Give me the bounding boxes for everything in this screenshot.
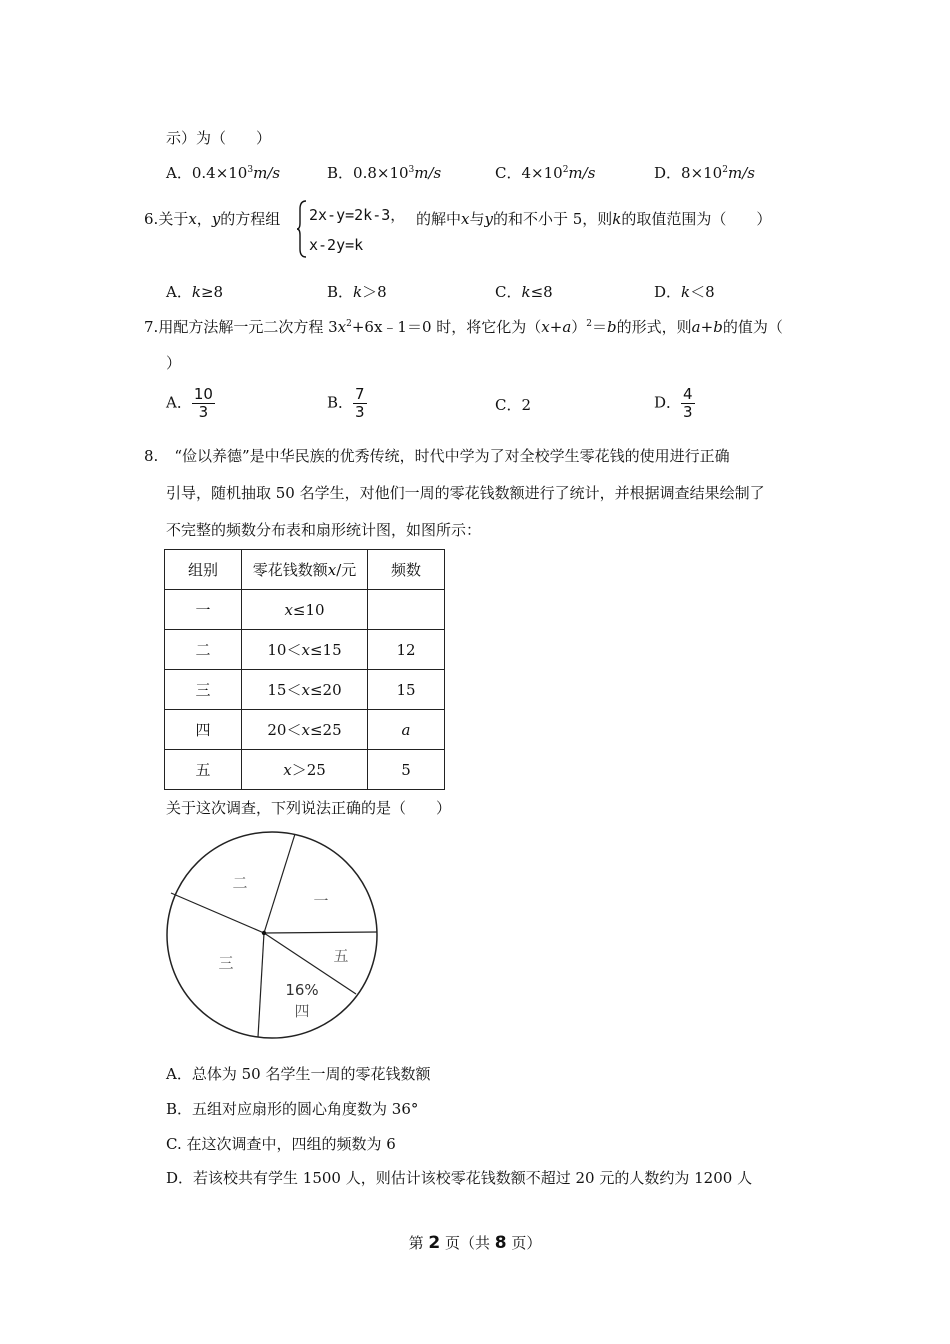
q5-a-label: A． — [166, 164, 192, 182]
row-amount — [242, 630, 368, 670]
q6-a-label: A． — [166, 283, 192, 301]
pie-center-dot — [262, 931, 266, 935]
q7-text2: +6x﹣1＝0 时，将它化为（ — [351, 318, 542, 336]
table-row — [165, 630, 445, 670]
pie-label-si-percent: 16% — [285, 981, 319, 999]
q5-a-exp: 3 — [247, 165, 254, 175]
q6-a-rest: ≥8 — [200, 283, 224, 301]
q5-d-unit: m/s — [727, 164, 755, 182]
q7-var-x: x — [337, 318, 347, 336]
q7-stem — [144, 316, 783, 337]
q7-option-d — [654, 386, 695, 421]
q5-option-c — [495, 162, 595, 183]
q6-c-var: k — [521, 283, 531, 301]
row-amount-post: ＞25 — [291, 761, 326, 779]
q7-exp-b: 2 — [586, 319, 593, 329]
row-amount — [242, 710, 368, 750]
q7-text1: 用配方法解一元二次方程 3 — [158, 318, 338, 336]
row-frequency: 15 — [368, 670, 445, 710]
q6-d-var: k — [681, 283, 691, 301]
row-amount — [242, 590, 368, 630]
q7-plus2: + — [700, 318, 714, 336]
header-amount-post: /元 — [336, 561, 357, 579]
header-group: 组别 — [165, 550, 242, 590]
q5-tail-text: 示）为（ ） — [166, 129, 272, 147]
q7-var-b: b — [607, 318, 617, 336]
q7-b-fraction — [353, 386, 367, 421]
q7-stem-line2: ） — [166, 354, 182, 372]
q7-a-label: A． — [166, 393, 192, 412]
row-amount-post: ≤10 — [292, 600, 325, 619]
q8-option-b: B．五组对应扇形的圆心角度数为 36° — [166, 1100, 419, 1118]
q6-text-before: 关于 — [158, 210, 189, 228]
q6-option-a — [166, 281, 223, 302]
row-amount-var: x — [301, 721, 310, 739]
row-amount-var: x — [283, 761, 292, 779]
row-amount — [242, 750, 368, 790]
row-amount-pre: 10＜ — [267, 641, 302, 659]
q8-stem-line2: 引导，随机抽取 50 名学生，对他们一周的零花钱数额进行了统计，并根据调查结果绘制了 — [166, 484, 765, 502]
q5-b-exp: 3 — [408, 165, 415, 175]
page-footer — [0, 1232, 950, 1253]
q8-stem-line3: 不完整的频数分布表和扇形统计图，如图所示： — [166, 521, 482, 539]
row-amount-post: ≤20 — [309, 681, 342, 699]
row-amount-var: x — [284, 600, 293, 619]
q5-a-coef: 0.4×10 — [191, 164, 248, 182]
table-row — [165, 750, 445, 790]
q5-b-unit: m/s — [414, 164, 442, 182]
q7-option-c — [495, 394, 531, 415]
footer-post: 页） — [511, 1234, 542, 1252]
q7-var-a2: a — [691, 318, 701, 336]
pie-label-si: 四 — [294, 1002, 310, 1020]
q7-exp2: 2 — [346, 319, 352, 329]
q5-d-exp: 2 — [722, 165, 728, 175]
q8-option-d: D．若该校共有学生 1500 人，则估计该校零花钱数额不超过 20 元的人数约为 1200 人 — [166, 1169, 753, 1187]
pie-label-er: 二 — [232, 874, 248, 892]
row-frequency: a — [368, 710, 445, 750]
q6-option-b — [327, 281, 387, 302]
row-frequency — [368, 590, 445, 630]
pie-label-wu: 五 — [333, 947, 349, 965]
q6-option-c — [495, 281, 553, 302]
q6-comma: ， — [196, 210, 212, 228]
row-amount-var: x — [301, 641, 310, 659]
q6-b-var: k — [353, 283, 363, 301]
row-group: 三 — [165, 670, 242, 710]
q6-b-label: B． — [327, 283, 354, 301]
q5-c-coef: 4×10 — [521, 164, 563, 182]
q5-d-label: D． — [654, 164, 682, 182]
q7-text4: ＝ — [592, 318, 608, 336]
footer-total-pages: 8 — [494, 1233, 507, 1253]
footer-mid: 页（共 — [444, 1234, 490, 1252]
footer-page-number: 2 — [428, 1233, 441, 1253]
q6-option-d — [654, 281, 715, 302]
q7-d-denominator: 3 — [683, 403, 693, 421]
row-amount-pre: 15＜ — [267, 681, 302, 699]
q6-b-rest: ＞8 — [362, 283, 387, 301]
table-header-row — [165, 550, 445, 590]
q7-b-numerator: 7 — [355, 385, 365, 403]
q8-number: 8. — [144, 447, 159, 465]
header-amount — [242, 550, 368, 590]
q6-text-after1: 的解中 — [416, 210, 462, 228]
q7-a-denominator: 3 — [198, 403, 209, 421]
table-row — [165, 590, 445, 630]
q7-a-fraction — [192, 386, 215, 421]
pie-label-san: 三 — [218, 954, 234, 972]
q8-line1-text: “俭以养德”是中华民族的优秀传统，时代中学为了对全校学生零花钱的使用进行正确 — [174, 447, 730, 465]
q5-b-label: B． — [327, 164, 354, 182]
q6-stem-part2 — [416, 208, 771, 229]
header-amount-var: x — [327, 561, 337, 579]
q8-question: 关于这次调查，下列说法正确的是（ ） — [166, 799, 452, 817]
q7-d-numerator: 4 — [683, 385, 693, 403]
row-amount-pre: 20＜ — [267, 721, 302, 739]
row-frequency: 12 — [368, 630, 445, 670]
q8-option-c: C. 在这次调查中，四组的频数为 6 — [166, 1135, 396, 1153]
pie-label-yi: 一 — [313, 892, 329, 910]
frequency-table — [164, 549, 445, 790]
row-group: 四 — [165, 710, 242, 750]
q7-option-a — [166, 386, 215, 421]
q7-text3: ） — [571, 318, 587, 336]
pie-chart — [160, 826, 386, 1044]
q6-equation-1: 2x-y=2k-3， — [309, 206, 406, 224]
q7-c-label: C． — [495, 396, 522, 414]
q5-b-coef: 0.8×10 — [353, 164, 409, 182]
q5-option-b — [327, 162, 441, 183]
q6-d-rest: ＜8 — [690, 283, 715, 301]
q6-text-after3: 的和不小于 5，则 — [492, 210, 613, 228]
q5-option-d — [654, 162, 755, 183]
q6-d-label: D． — [654, 283, 682, 301]
header-amount-pre: 零花钱数额 — [252, 561, 328, 579]
q7-var-b2: b — [713, 318, 723, 336]
q6-var-y: y — [211, 210, 221, 228]
q7-a-numerator: 10 — [193, 385, 213, 403]
q7-text6: 的值为（ — [722, 318, 783, 336]
q8-stem-line1 — [144, 445, 730, 466]
q7-d-label: D． — [654, 393, 682, 412]
row-amount-post: ≤25 — [309, 721, 342, 739]
q6-var-x: x — [188, 210, 197, 228]
q7-var-a: a — [562, 318, 572, 336]
q6-text-mid: 的方程组 — [220, 210, 281, 228]
q7-text5: 的形式，则 — [616, 318, 692, 336]
row-amount-post: ≤15 — [309, 641, 342, 659]
q6-a-var: k — [191, 283, 201, 301]
row-group: 一 — [165, 590, 242, 630]
q6-var-y2: y — [484, 210, 493, 228]
q6-var-x2: x — [461, 210, 470, 228]
q6-stem-part1 — [144, 208, 280, 229]
row-group: 二 — [165, 630, 242, 670]
q6-text-after2: 与 — [469, 210, 485, 228]
q5-c-label: C． — [495, 164, 522, 182]
q6-system-brace — [296, 199, 308, 259]
table-row — [165, 710, 445, 750]
q6-c-label: C． — [495, 283, 522, 301]
q5-c-unit: m/s — [568, 164, 596, 182]
table-row — [165, 670, 445, 710]
row-amount — [242, 670, 368, 710]
q7-option-b — [327, 386, 367, 421]
q8-option-a: A．总体为 50 名学生一周的零花钱数额 — [166, 1065, 431, 1083]
q7-b-denominator: 3 — [355, 403, 365, 421]
q7-number: 7. — [144, 318, 159, 336]
q5-c-exp: 2 — [562, 165, 569, 175]
q6-equation-2: x-2y=k — [309, 236, 364, 254]
q7-plus: + — [549, 318, 563, 336]
q7-d-fraction — [681, 386, 695, 421]
q7-var-x2: x — [541, 318, 550, 336]
q7-c-value: 2 — [521, 396, 532, 414]
q5-option-a — [166, 162, 280, 183]
row-group: 五 — [165, 750, 242, 790]
q7-b-label: B． — [327, 393, 354, 412]
q6-number: 6. — [144, 210, 159, 228]
row-frequency: 5 — [368, 750, 445, 790]
q6-c-rest: ≤8 — [530, 283, 553, 301]
q5-d-coef: 8×10 — [681, 164, 723, 182]
header-frequency: 频数 — [368, 550, 445, 590]
footer-pre: 第 — [408, 1234, 424, 1252]
q6-var-k: k — [612, 210, 622, 228]
q5-a-unit: m/s — [253, 164, 281, 182]
q6-text-after4: 的取值范围为（ ） — [621, 210, 772, 228]
pie-circle — [167, 832, 377, 1038]
row-amount-var: x — [301, 681, 310, 699]
